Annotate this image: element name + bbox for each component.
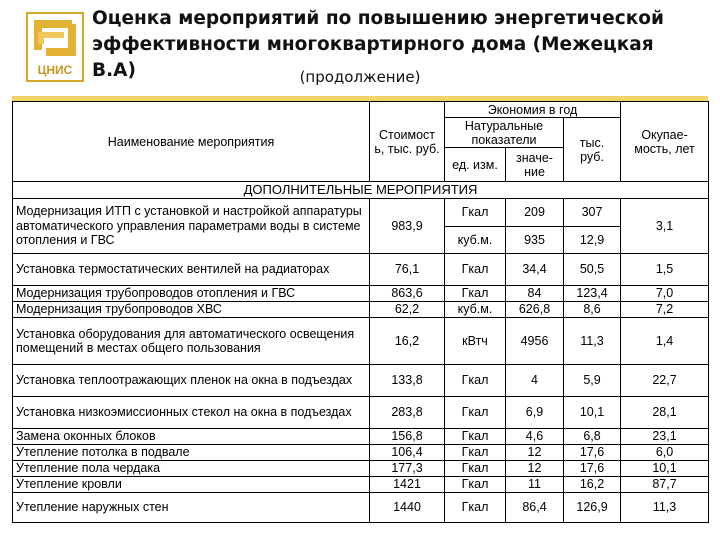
row-unit: Гкал xyxy=(445,461,506,477)
row-unit: Гкал xyxy=(445,493,506,523)
row-value: 4 xyxy=(506,365,564,397)
row-payback: 7,2 xyxy=(621,302,709,318)
row-name: Установка теплоотражающих пленок на окна в подъездах xyxy=(13,365,370,397)
row-value: 86,4 xyxy=(506,493,564,523)
row-cost: 106,4 xyxy=(370,445,445,461)
row-unit: кВтч xyxy=(445,318,506,365)
row-name: Утепление потолка в подвале xyxy=(13,445,370,461)
measures-table xyxy=(12,101,709,523)
row-cost: 62,2 xyxy=(370,302,445,318)
row-cost: 16,2 xyxy=(370,318,445,365)
row-rub: 17,6 xyxy=(564,461,621,477)
title-line-1: Оценка мероприятий по повышению энергетической xyxy=(92,8,664,29)
table-row xyxy=(13,429,709,445)
row-payback: 10,1 xyxy=(621,461,709,477)
row-payback: 23,1 xyxy=(621,429,709,445)
row-cost: 156,8 xyxy=(370,429,445,445)
row-name: Установка оборудования для автоматического освещения помещений в местах общего пользования xyxy=(13,318,370,365)
row-rub: 10,1 xyxy=(564,397,621,429)
logo-text: ЦНИС xyxy=(37,63,73,77)
title-line-2: эффективности многоквартирного дома (Межецкая В.А) xyxy=(92,34,654,81)
row-payback: 7,0 xyxy=(621,286,709,302)
table-row xyxy=(13,461,709,477)
row-unit: Гкал xyxy=(445,199,506,227)
table-row xyxy=(13,397,709,429)
row-cost: 1421 xyxy=(370,477,445,493)
row-cost: 983,9 xyxy=(370,199,445,254)
row-payback: 28,1 xyxy=(621,397,709,429)
row-unit: Гкал xyxy=(445,254,506,286)
row-cost: 1440 xyxy=(370,493,445,523)
row-cost: 283,8 xyxy=(370,397,445,429)
row-unit: Гкал xyxy=(445,429,506,445)
row-name: Модернизация трубопроводов ХВС xyxy=(13,302,370,318)
header-name: Наименование мероприятия xyxy=(13,102,370,182)
row-value: 209 xyxy=(506,199,564,227)
row-payback: 22,7 xyxy=(621,365,709,397)
section-title: ДОПОЛНИТЕЛЬНЫЕ МЕРОПРИЯТИЯ xyxy=(13,182,709,199)
row-rub: 11,3 xyxy=(564,318,621,365)
table-row xyxy=(13,445,709,461)
table-row xyxy=(13,318,709,365)
header-unit: ед. изм. xyxy=(445,148,506,182)
row-rub: 307 xyxy=(564,199,621,227)
row-value: 935 xyxy=(506,227,564,254)
header-natural: Натуральные показатели xyxy=(445,118,564,148)
table-row xyxy=(13,493,709,523)
row-rub: 12,9 xyxy=(564,227,621,254)
row-rub: 50,5 xyxy=(564,254,621,286)
table-row xyxy=(13,286,709,302)
row-cost: 863,6 xyxy=(370,286,445,302)
row-value: 626,8 xyxy=(506,302,564,318)
row-cost: 133,8 xyxy=(370,365,445,397)
row-cost: 76,1 xyxy=(370,254,445,286)
header-value: значе- ние xyxy=(506,148,564,182)
row-unit: Гкал xyxy=(445,286,506,302)
row-rub: 17,6 xyxy=(564,445,621,461)
row-payback: 1,5 xyxy=(621,254,709,286)
row-name: Установка термостатических вентилей на радиаторах xyxy=(13,254,370,286)
row-name: Модернизация трубопроводов отопления и ГВС xyxy=(13,286,370,302)
row-payback: 6,0 xyxy=(621,445,709,461)
row-payback: 3,1 xyxy=(621,199,709,254)
header-rub: тыс. руб. xyxy=(564,118,621,182)
row-unit: Гкал xyxy=(445,445,506,461)
row-rub: 123,4 xyxy=(564,286,621,302)
row-value: 12 xyxy=(506,445,564,461)
row-name: Утепление кровли xyxy=(13,477,370,493)
table-row xyxy=(13,302,709,318)
row-name: Установка низкоэмиссионных стекол на окна в подъездах xyxy=(13,397,370,429)
row-payback: 1,4 xyxy=(621,318,709,365)
header-economy: Экономия в год xyxy=(445,102,621,118)
table-row xyxy=(13,199,709,227)
row-cost: 177,3 xyxy=(370,461,445,477)
row-value: 84 xyxy=(506,286,564,302)
header-cost: Стоимост ь, тыс. руб. xyxy=(370,102,445,182)
row-name: Замена оконных блоков xyxy=(13,429,370,445)
row-value: 12 xyxy=(506,461,564,477)
row-name: Модернизация ИТП с установкой и настройкой аппаратуры автоматического управления параметрами воды в системе отопления и ГВС xyxy=(13,199,370,254)
row-unit: Гкал xyxy=(445,477,506,493)
row-unit: Гкал xyxy=(445,397,506,429)
row-name: Утепление пола чердака xyxy=(13,461,370,477)
table-row xyxy=(13,477,709,493)
table-row xyxy=(13,254,709,286)
row-value: 11 xyxy=(506,477,564,493)
row-rub: 6,8 xyxy=(564,429,621,445)
row-rub: 126,9 xyxy=(564,493,621,523)
row-value: 4956 xyxy=(506,318,564,365)
row-rub: 5,9 xyxy=(564,365,621,397)
row-unit: куб.м. xyxy=(445,227,506,254)
row-payback: 87,7 xyxy=(621,477,709,493)
row-rub: 16,2 xyxy=(564,477,621,493)
row-value: 34,4 xyxy=(506,254,564,286)
row-value: 4,6 xyxy=(506,429,564,445)
page-subtitle: (продолжение) xyxy=(299,68,421,86)
header-payback: Окупае- мость, лет xyxy=(621,102,709,182)
row-rub: 8,6 xyxy=(564,302,621,318)
row-payback: 11,3 xyxy=(621,493,709,523)
table-row xyxy=(13,365,709,397)
row-unit: Гкал xyxy=(445,365,506,397)
row-value: 6,9 xyxy=(506,397,564,429)
row-name: Утепление наружных стен xyxy=(13,493,370,523)
row-unit: куб.м. xyxy=(445,302,506,318)
